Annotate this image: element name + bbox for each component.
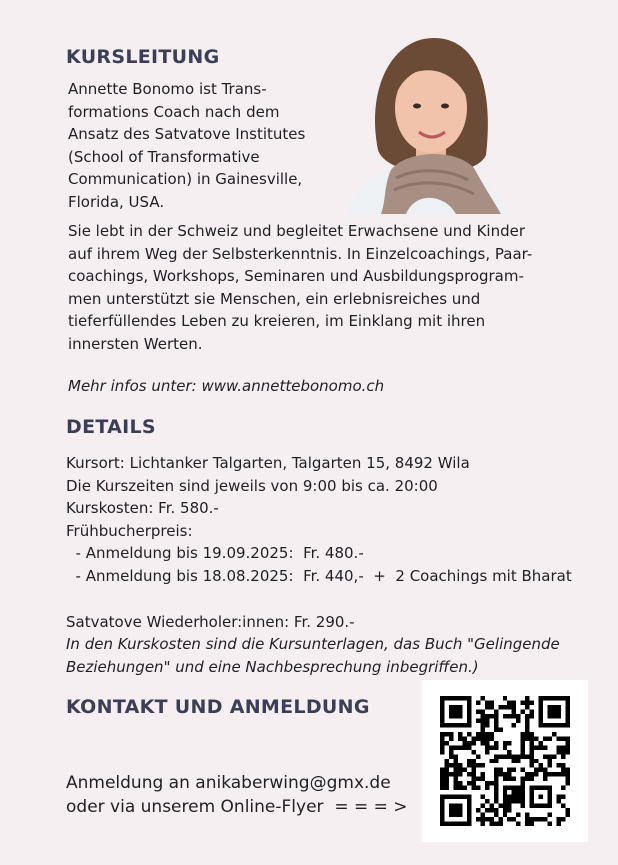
details-line: - Anmeldung bis 19.09.2025: Fr. 480.- bbox=[66, 544, 364, 562]
kursleitung-heading: KURSLEITUNG bbox=[66, 46, 220, 68]
bio-line: auf ihrem Weg der Selbsterkenntnis. In Einzelcoachings, Paar- bbox=[68, 244, 533, 263]
details-line: Kursort: Lichtanker Talgarten, Talgarten 15, 8492 Wila bbox=[66, 454, 470, 472]
repeaters-price: Satvatove Wiederholer:innen: Fr. 290.- bbox=[66, 613, 355, 631]
kontakt-email[interactable]: Anmeldung an anikaberwing@gmx.de bbox=[66, 773, 391, 793]
note-line: Beziehungen" und eine Nachbesprechung inbegriffen.) bbox=[66, 657, 479, 676]
kontakt-text bbox=[66, 771, 408, 819]
details-list bbox=[66, 452, 572, 587]
note-line: In den Kurskosten sind die Kursunterlagen, das Buch "Gelingende bbox=[66, 635, 560, 653]
intro-line: Florida, USA. bbox=[68, 192, 165, 211]
qr-code[interactable] bbox=[422, 680, 588, 842]
bio-line: tieferfüllendes Leben zu kreieren, im Einklang mit ihren bbox=[68, 312, 486, 330]
kursleitung-bio bbox=[68, 220, 532, 355]
more-info-link[interactable]: Mehr infos unter: www.annettebonomo.ch bbox=[68, 377, 385, 395]
portrait-photo bbox=[336, 30, 516, 214]
details-line: Die Kurszeiten sind jeweils von 9:00 bis ca. 20:00 bbox=[66, 476, 438, 495]
kursleitung-intro bbox=[68, 78, 305, 213]
details-note bbox=[66, 633, 560, 678]
intro-line: (School of Transformative bbox=[68, 147, 260, 166]
portrait-illustration bbox=[336, 30, 516, 214]
bio-line: coachings, Workshops, Seminaren und Ausbildungsprogram- bbox=[68, 267, 524, 285]
bio-line: Sie lebt in der Schweiz und begleitet Erwachsene und Kinder bbox=[68, 222, 525, 240]
intro-line: Ansatz des Satvatove Institutes bbox=[68, 125, 306, 143]
qr-code-pattern bbox=[440, 696, 570, 826]
intro-line: Communication) in Gainesville, bbox=[68, 170, 303, 188]
details-heading: DETAILS bbox=[66, 416, 156, 438]
kontakt-flyer-hint: oder via unserem Online-Flyer = = = > bbox=[66, 797, 408, 817]
details-line: - Anmeldung bis 18.08.2025: Fr. 440,- + 2 Coachings mit Bharat bbox=[66, 566, 572, 585]
bio-line: innersten Werten. bbox=[68, 334, 203, 353]
details-line: Kurskosten: Fr. 580.- bbox=[66, 499, 219, 517]
details-line: Frühbucherpreis: bbox=[66, 521, 193, 540]
intro-line: formations Coach nach dem bbox=[68, 102, 280, 121]
kontakt-heading: KONTAKT UND ANMELDUNG bbox=[66, 696, 370, 718]
intro-line: Annette Bonomo ist Trans- bbox=[68, 80, 267, 98]
bio-line: men unterstützt sie Menschen, ein erlebnisreiches und bbox=[68, 289, 481, 308]
